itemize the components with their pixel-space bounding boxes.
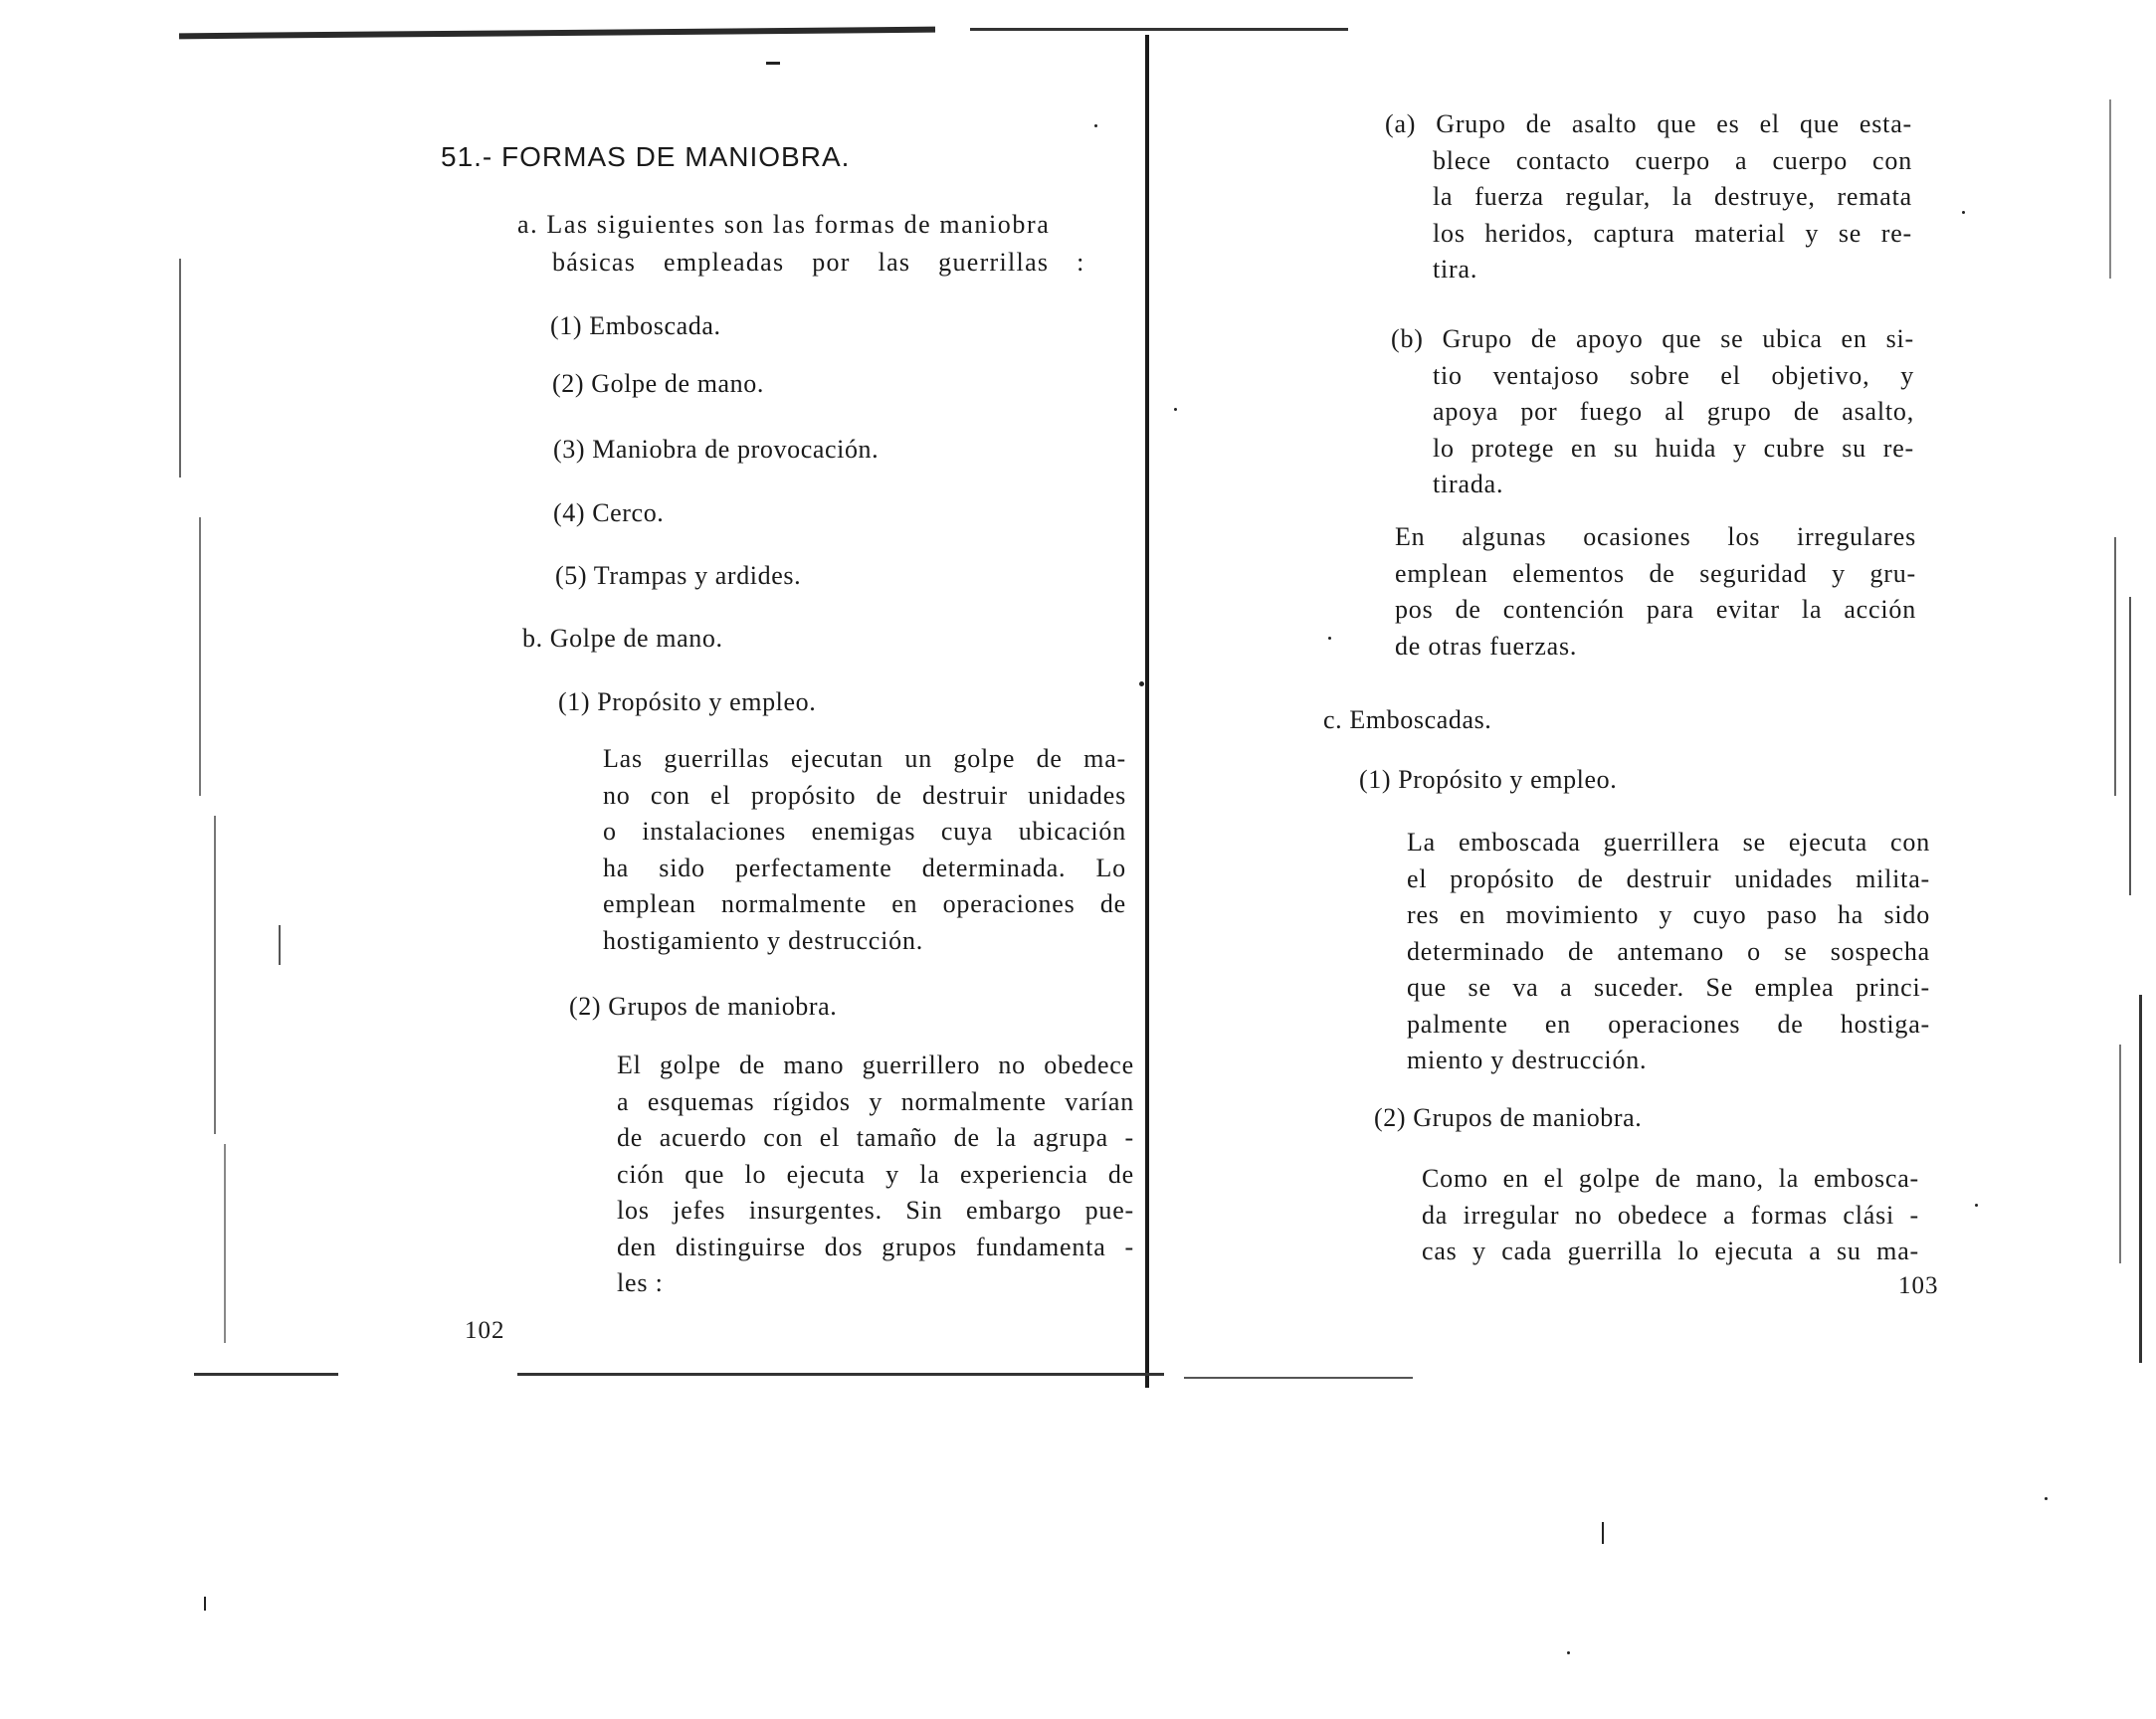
paragraph-line: (a) Grupo de asalto que es el que esta- [1385, 109, 1912, 138]
paragraph-line: La emboscada guerrillera se ejecuta con [1407, 828, 1930, 857]
subsection-heading: (2) Grupos de maniobra. [569, 992, 838, 1021]
paragraph-line: que se va a suceder. Se emplea princi- [1407, 973, 1930, 1002]
paragraph-line: En algunas ocasiones los irregulares [1395, 522, 1916, 551]
list-item: (4) Cerco. [553, 498, 665, 527]
scan-speck [1602, 1522, 1604, 1544]
bottom-edge-far-left [194, 1373, 338, 1376]
scan-speck [2045, 1497, 2048, 1500]
subsection-heading: c. Emboscadas. [1323, 705, 1492, 734]
paragraph-line: o instalaciones enemigas cuya ubicación [603, 817, 1126, 846]
paragraph-line: el propósito de destruir unidades milita- [1407, 863, 1930, 893]
paragraph-b2 [617, 1048, 1134, 1302]
paragraph-line: emplean normalmente en operaciones de [603, 889, 1126, 918]
paragraph-line: Como en el golpe de mano, la embosca- [1422, 1164, 1919, 1193]
margin-noise [2114, 537, 2116, 796]
margin-noise [179, 259, 181, 478]
list-item: (3) Maniobra de provocación. [553, 435, 880, 464]
top-edge-right [970, 28, 1348, 31]
bottom-edge-right [1184, 1377, 1413, 1379]
list-item: (1) Emboscada. [550, 311, 721, 340]
section-heading: 51.- FORMAS DE MANIOBRA. [441, 141, 851, 172]
margin-noise [2119, 1045, 2121, 1263]
paragraph-line: miento y destrucción. [1407, 1046, 1648, 1074]
paragraph-line: tira. [1433, 255, 1478, 284]
scan-speck [1567, 1651, 1570, 1654]
margin-noise [199, 517, 201, 796]
paragraph-line: determinado de antemano o se sospecha [1407, 936, 1930, 966]
paragraph-line: blece contacto cuerpo a cuerpo con [1433, 145, 1912, 175]
subsection-heading: (1) Propósito y empleo. [558, 687, 817, 716]
paragraph-line: la fuerza regular, la destruye, remata [1433, 182, 1912, 211]
scan-speck [1328, 637, 1331, 640]
paragraph-line: Las guerrillas ejecutan un golpe de ma- [603, 744, 1126, 773]
paragraph-c1 [1407, 825, 1930, 1079]
paragraph-line: den distinguirse dos grupos fundamenta - [617, 1232, 1134, 1261]
paragraph-c2 [1422, 1161, 1919, 1270]
paragraph-line: los heridos, captura material y se re- [1433, 218, 1912, 248]
scan-speck [1139, 681, 1144, 686]
paragraph-line: hostigamiento y destrucción. [603, 925, 924, 955]
scan-speck [1962, 211, 1965, 214]
paragraph-b1 [603, 741, 1126, 959]
paragraph-line: ción que lo ejecuta y la experiencia de [617, 1159, 1134, 1189]
scan-speck [204, 1597, 206, 1611]
paragraph-line: res en movimiento y cuyo paso ha sido [1407, 900, 1930, 929]
list-item: (5) Trampas y ardides. [555, 561, 802, 590]
paragraph-line: de acuerdo con el tamaño de la agrupa - [617, 1123, 1134, 1152]
scan-speck [766, 62, 780, 65]
margin-noise [2129, 597, 2131, 895]
paragraph-line: no con el propósito de destruir unidades [603, 780, 1126, 810]
paragraph-a [1385, 106, 1912, 288]
paragraph-line: tirada. [1433, 470, 1504, 498]
subsection-heading: (1) Propósito y empleo. [1359, 765, 1618, 794]
spine-line [1145, 35, 1149, 1388]
bottom-edge-left [517, 1373, 1164, 1376]
paragraph-line: les : [617, 1268, 664, 1297]
a-intro-line-1: a. Las siguientes son las formas de maniobra [517, 210, 1051, 239]
margin-noise [224, 1144, 226, 1343]
paragraph-line: apoya por fuego al grupo de asalto, [1433, 397, 1914, 426]
scan-speck [1174, 408, 1177, 411]
paragraph-irregulares [1395, 519, 1916, 665]
paragraph-line: de otras fuerzas. [1395, 631, 1578, 661]
paragraph-line: los jefes insurgentes. Sin embargo pue- [617, 1196, 1134, 1225]
margin-noise [214, 816, 216, 1134]
paragraph-line: emplean elementos de seguridad y gru- [1395, 558, 1916, 588]
paragraph-line: tio ventajoso sobre el objetivo, y [1433, 360, 1914, 390]
list-item: (2) Golpe de mano. [552, 369, 764, 398]
page-number-left: 102 [465, 1317, 505, 1344]
paragraph-line: pos de contención para evitar la acción [1395, 595, 1916, 624]
paragraph-line: a esquemas rígidos y normalmente varían [617, 1086, 1134, 1116]
paragraph-line: (b) Grupo de apoyo que se ubica en si- [1391, 324, 1914, 353]
paragraph-b [1391, 321, 1914, 503]
right-edge-curl [2139, 995, 2142, 1363]
paragraph-line: El golpe de mano guerrillero no obedece [617, 1050, 1134, 1079]
scan-speck [1094, 124, 1097, 127]
subsection-heading: (2) Grupos de maniobra. [1374, 1103, 1643, 1132]
margin-noise [2109, 99, 2111, 279]
top-edge-left [179, 27, 935, 40]
paragraph-line: palmente en operaciones de hostiga- [1407, 1009, 1930, 1039]
subsection-heading: b. Golpe de mano. [522, 624, 723, 653]
a-intro-line-2: básicas empleadas por las guerrillas : [552, 248, 1085, 277]
paragraph-line: da irregular no obedece a formas clási - [1422, 1200, 1919, 1230]
paragraph-line: ha sido perfectamente determinada. Lo [603, 853, 1126, 882]
page-number-right: 103 [1898, 1272, 1939, 1299]
paragraph-line: cas y cada guerrilla lo ejecuta a su ma- [1422, 1237, 1919, 1265]
paragraph-line: lo protege en su huida y cubre su re- [1433, 433, 1914, 463]
scan-speck [1975, 1204, 1978, 1207]
margin-noise [279, 925, 281, 965]
